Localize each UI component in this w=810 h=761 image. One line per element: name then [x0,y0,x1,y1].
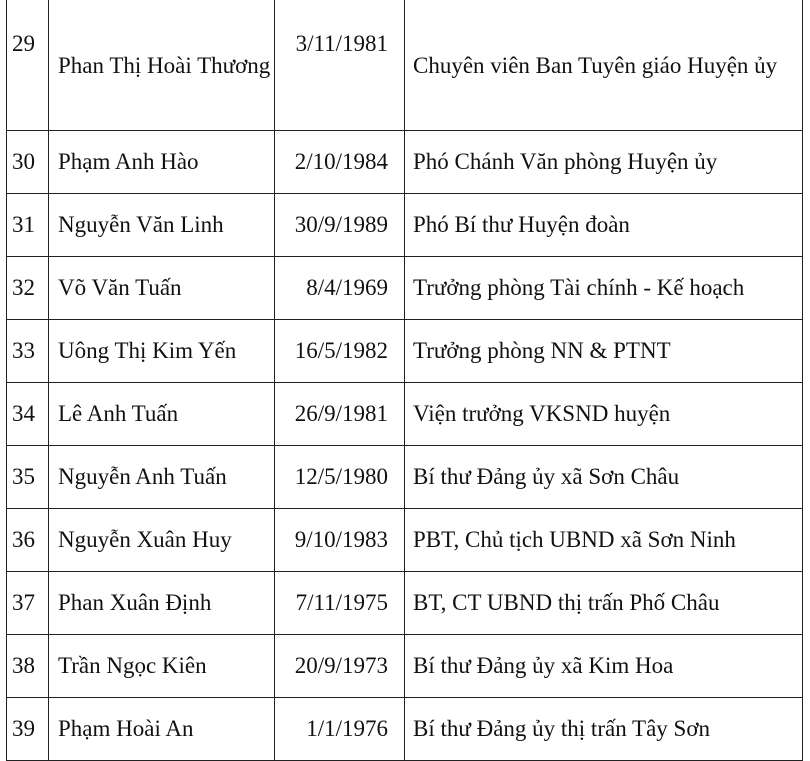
table-row [7,257,803,320]
position-title: Phó Chánh Văn phòng Huyện ủy [405,131,803,194]
person-name: Nguyễn Văn Linh [49,194,275,257]
position-title: Bí thư Đảng ủy xã Sơn Châu [405,446,803,509]
birth-date: 26/9/1981 [275,383,405,446]
birth-date: 3/11/1981 [275,0,405,131]
person-name: Phan Xuân Định [49,572,275,635]
position-title: Trưởng phòng Tài chính - Kế hoạch [405,257,803,320]
personnel-table [6,0,803,761]
position-title: Chuyên viên Ban Tuyên giáo Huyện ủy [405,0,803,131]
position-title: PBT, Chủ tịch UBND xã Sơn Ninh [405,509,803,572]
position-title: Viện trưởng VKSND huyện [405,383,803,446]
table-row [7,698,803,761]
birth-date: 9/10/1983 [275,509,405,572]
table-row [7,0,803,131]
position-title: BT, CT UBND thị trấn Phố Châu [405,572,803,635]
row-number: 32 [7,257,49,320]
row-number: 35 [7,446,49,509]
person-name: Phạm Hoài An [49,698,275,761]
row-number: 34 [7,383,49,446]
birth-date: 30/9/1989 [275,194,405,257]
person-name: Trần Ngọc Kiên [49,635,275,698]
table-row [7,194,803,257]
person-name: Phan Thị Hoài Thương [49,0,275,131]
table-row [7,383,803,446]
row-number: 31 [7,194,49,257]
row-number: 33 [7,320,49,383]
row-number: 36 [7,509,49,572]
position-title: Phó Bí thư Huyện đoàn [405,194,803,257]
person-name: Võ Văn Tuấn [49,257,275,320]
position-title: Bí thư Đảng ủy xã Kim Hoa [405,635,803,698]
position-title: Bí thư Đảng ủy thị trấn Tây Sơn [405,698,803,761]
person-name: Lê Anh Tuấn [49,383,275,446]
person-name: Nguyễn Anh Tuấn [49,446,275,509]
birth-date: 2/10/1984 [275,131,405,194]
person-name: Nguyễn Xuân Huy [49,509,275,572]
birth-date: 16/5/1982 [275,320,405,383]
person-name: Uông Thị Kim Yến [49,320,275,383]
row-number: 29 [7,0,49,131]
table-row [7,572,803,635]
position-title: Trưởng phòng NN & PTNT [405,320,803,383]
birth-date: 1/1/1976 [275,698,405,761]
birth-date: 12/5/1980 [275,446,405,509]
row-number: 30 [7,131,49,194]
table-row [7,131,803,194]
birth-date: 20/9/1973 [275,635,405,698]
table-row [7,509,803,572]
row-number: 37 [7,572,49,635]
row-number: 38 [7,635,49,698]
table-row [7,320,803,383]
row-number: 39 [7,698,49,761]
birth-date: 8/4/1969 [275,257,405,320]
table-row [7,635,803,698]
person-name: Phạm Anh Hào [49,131,275,194]
birth-date: 7/11/1975 [275,572,405,635]
table-row [7,446,803,509]
